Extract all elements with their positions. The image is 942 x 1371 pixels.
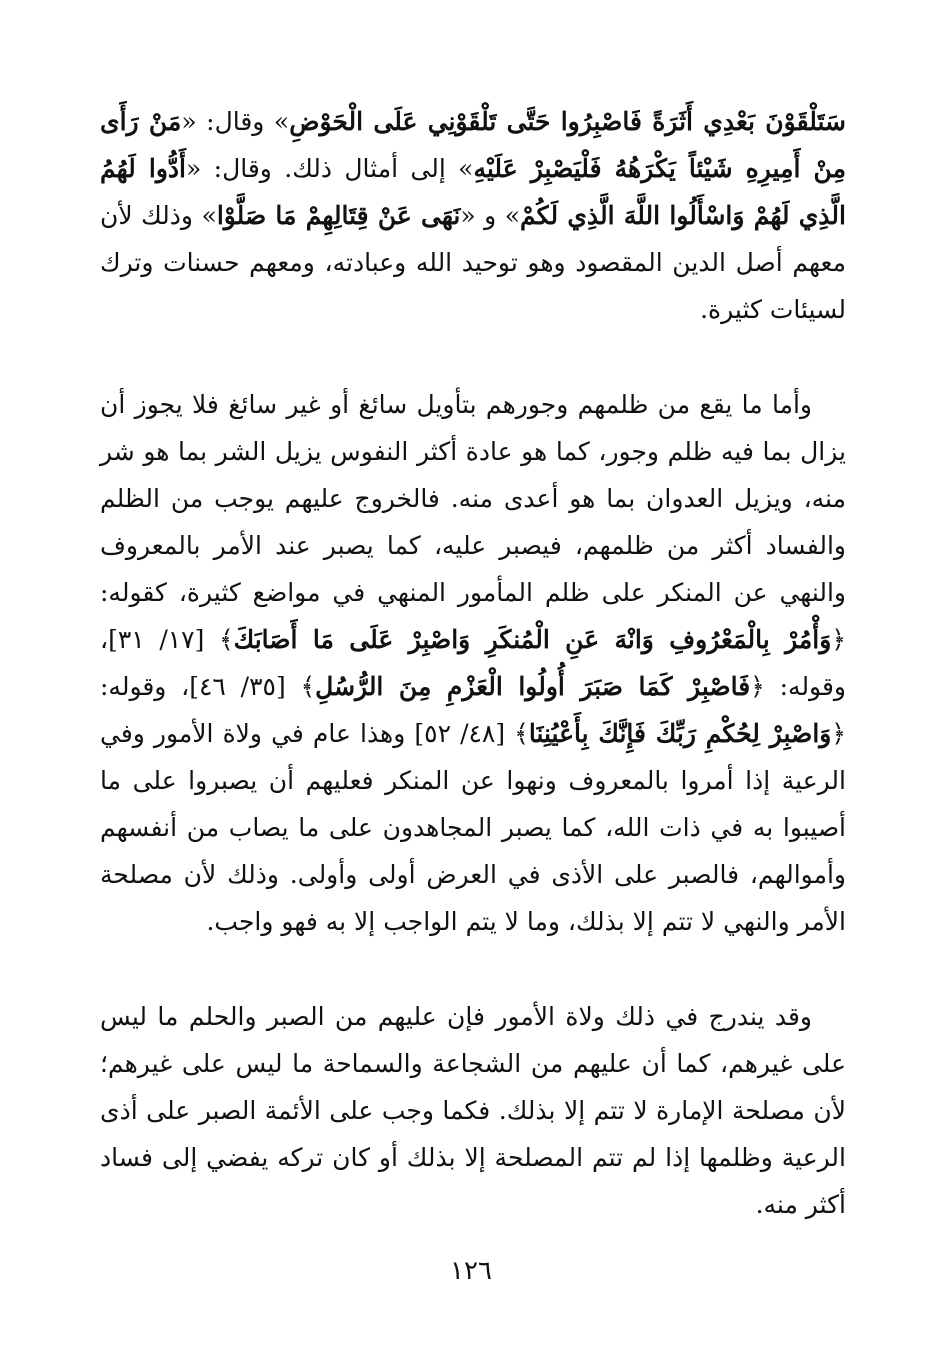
- p2-text-5: ﴾ [٣٥/ ٤٦]، وقوله: ﴿: [100, 672, 846, 748]
- paragraph-1: [100, 98, 846, 333]
- p1-text-6: » و «: [460, 201, 521, 230]
- paragraph-3: [100, 993, 846, 1228]
- p1-text-4: » إلى أمثال ذلك. وقال: «: [186, 154, 474, 183]
- p1-text-7: نَهَى عَنْ قِتَالِهِمْ مَا صَلَّوْا: [216, 201, 461, 230]
- p1-text-5: أَدُّوا لَهُمُ الَّذِي لَهُمْ وَاسْأَلُوا اللَّهَ الَّذِي لَكُمْ: [100, 154, 846, 230]
- p1-text-2: » وقال: «: [181, 107, 290, 136]
- p3-text-1: وقد يندرج في ذلك ولاة الأمور فإن عليهم من الصبر والحلم ما ليس على غيرهم، كما أن عليهم من الشجاعة والسماحة ما ليس على غيرهم؛ لأن مصلحة الإمارة لا تتم إلا بذلك. فكما وجب على الأئمة الصبر على أذى الرعية وظلمها إذا لم تتم المصلحة إلا بذلك أو كان تركه يفضي إلى فساد أكثر منه.: [100, 1002, 846, 1219]
- page-number: ١٢٦: [450, 1256, 492, 1286]
- p1-text-1: سَتَلْقَوْنَ بَعْدِي أَثَرَةً فَاصْبِرُوا حَتَّى تَلْقَوْنِي عَلَى الْحَوْضِ: [289, 107, 846, 136]
- p2-text-3: ﴾ [١٧/ ٣١]، وقوله: ﴿: [100, 625, 846, 701]
- paragraph-2: [100, 381, 846, 945]
- p1-text-3: مَنْ رَأَى مِنْ أَمِيرِهِ شَيْئاً يَكْرَهُهُ فَلْيَصْبِرْ عَلَيْهِ: [100, 107, 846, 183]
- p2-text-4: فَاصْبِرْ كَمَا صَبَرَ أُولُوا الْعَزْمِ مِنَ الرُّسُلِ: [315, 672, 751, 701]
- p2-text-6: وَاصْبِرْ لِحُكْمِ رَبِّكَ فَإِنَّكَ بِأَعْيُنِنَا: [528, 719, 832, 748]
- page-body: [100, 98, 846, 1228]
- p1-text-8: » وذلك لأن معهم أصل الدين المقصود وهو توحيد الله وعبادته، ومعهم حسنات وترك لسيئات كثيرة.: [100, 201, 846, 324]
- p2-text-7: ﴾ [٤٨/ ٥٢] وهذا عام في ولاة الأمور وفي الرعية إذا أمروا بالمعروف ونهوا عن المنكر فعليهم أن يصبروا على ما أصيبوا به في ذات الله، كما يصبر المجاهدون على ما يصاب من أنفسهم وأموالهم، فالصبر على الأذى في العرض أولى وأولى. وذلك لأن مصلحة الأمر والنهي لا تتم إلا بذلك، وما لا يتم الواجب إلا به فهو واجب.: [100, 719, 846, 936]
- p2-text-1: وأما ما يقع من ظلمهم وجورهم بتأويل سائغ أو غير سائغ فلا يجوز أن يزال بما فيه ظلم وجور، كما هو عادة أكثر النفوس يزيل الشر بما هو شر منه، ويزيل العدوان بما هو أعدى منه. فالخروج عليهم يوجب من الظلم والفساد أكثر من ظلمهم، فيصبر عليه، كما يصبر عند الأمر بالمعروف والنهي عن المنكر على ظلم المأمور المنهي في مواضع كثيرة، كقوله: ﴿: [100, 390, 846, 654]
- p2-text-2: وَأْمُرْ بِالْمَعْرُوفِ وَانْهَ عَنِ الْمُنكَرِ وَاصْبِرْ عَلَى مَا أَصَابَكَ: [233, 625, 832, 654]
